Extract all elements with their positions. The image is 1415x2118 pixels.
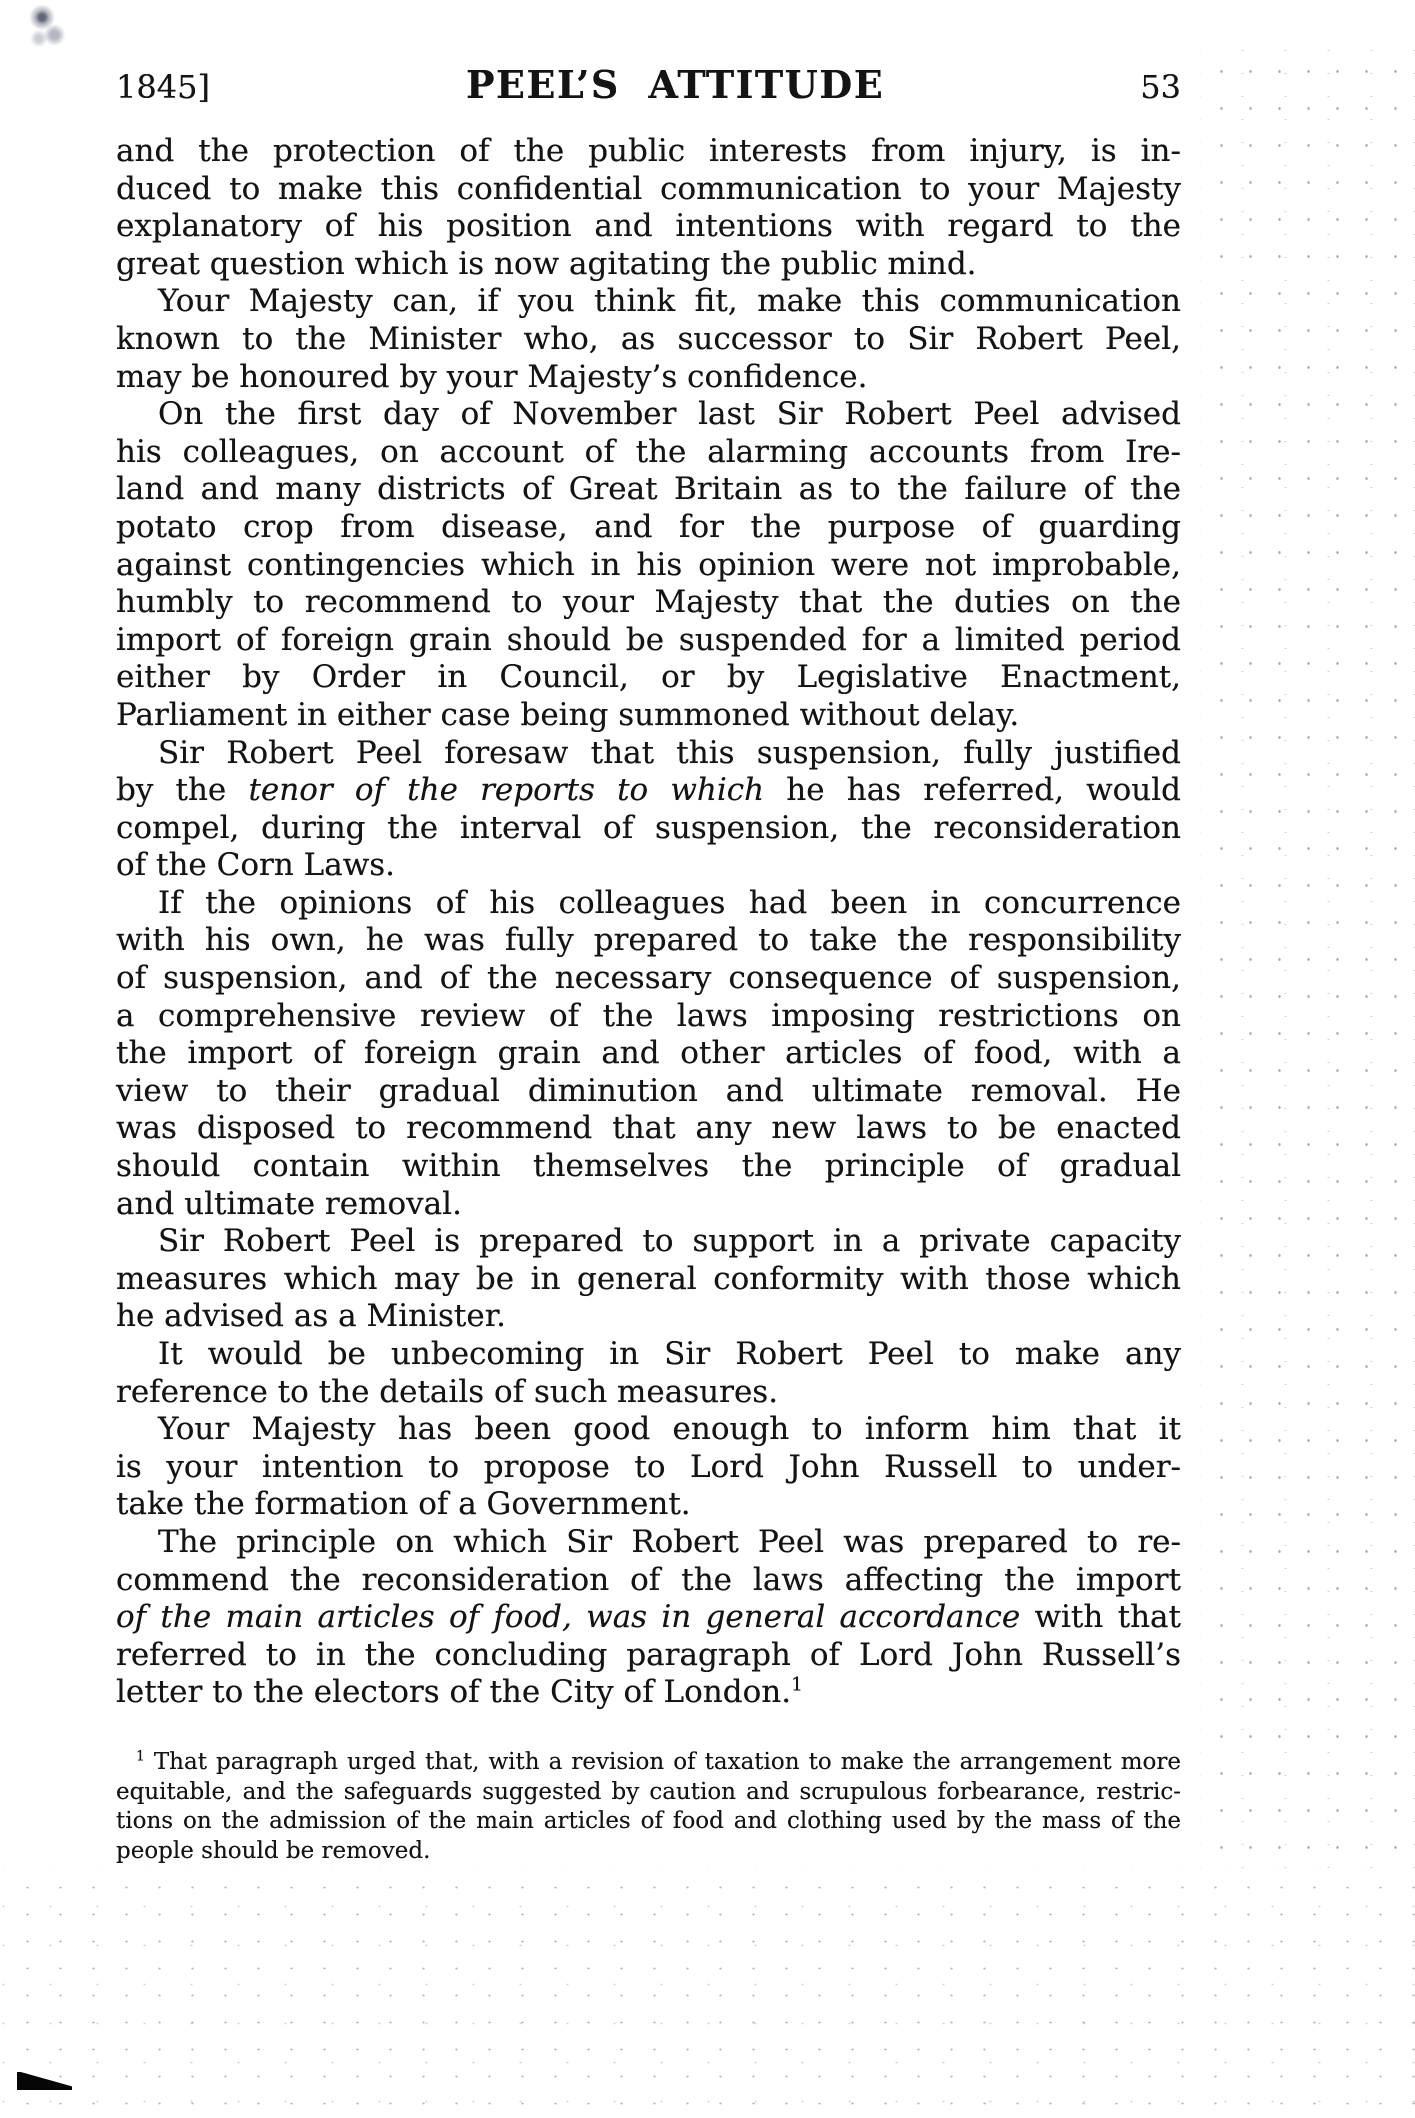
text-line: On the first day of November last Sir Robert Peel advised bbox=[158, 396, 1181, 433]
text-line: either by Order in Council, or by Legislative Enactment, bbox=[116, 659, 1181, 696]
text-line: may be honoured by your Majesty’s confidence. bbox=[116, 358, 868, 395]
text-line: his colleagues, on account of the alarming accounts from Ire- bbox=[116, 433, 1181, 470]
text-line: reference to the details of such measures. bbox=[116, 1373, 779, 1410]
text-line: Your Majesty has been good enough to inform him that it bbox=[158, 1411, 1181, 1448]
footnote-text bbox=[116, 1748, 1181, 1866]
paragraph bbox=[116, 283, 1181, 396]
text-line: Parliament in either case being summoned without delay. bbox=[116, 696, 1020, 733]
text-line: of the Corn Laws. bbox=[116, 847, 395, 884]
emphasized-text: of the main articles of food, was in general accordance bbox=[116, 1599, 1021, 1636]
text-line: should contain within themselves the principle of gradual bbox=[116, 1148, 1181, 1185]
text-line: If the opinions of his colleagues had been in concurrence bbox=[158, 884, 1181, 921]
text-line: measures which may be in general conformity with those which bbox=[116, 1260, 1181, 1297]
text-line: It would be unbecoming in Sir Robert Peel to make any bbox=[158, 1336, 1181, 1372]
paragraph bbox=[116, 396, 1181, 734]
text-line: of the main articles of food, was in general accordance with that bbox=[116, 1599, 1181, 1636]
body-text bbox=[116, 133, 1181, 1712]
paragraph bbox=[116, 735, 1181, 885]
text-line: Sir Robert Peel is prepared to support in a private capacity bbox=[158, 1223, 1181, 1260]
scan-wedge-mark-bottom-left bbox=[17, 2072, 72, 2090]
text-line: referred to in the concluding paragraph of Lord John Russell’s bbox=[116, 1636, 1181, 1673]
text-line: $^1$ That paragraph urged that, with a revision of taxation to make the arrangement more bbox=[136, 1748, 1181, 1775]
text-line: with his own, he was fully prepared to take the responsibility bbox=[116, 922, 1181, 959]
text-line: a comprehensive review of the laws imposing restrictions on bbox=[116, 997, 1181, 1034]
emphasized-text: tenor of the reports to which bbox=[248, 772, 765, 809]
text-line: and ultimate removal. bbox=[116, 1185, 462, 1222]
text-line: he advised as a Minister. bbox=[116, 1298, 506, 1335]
text-line: Your Majesty can, if you think fit, make this communication bbox=[158, 283, 1181, 320]
scan-smudge-top-left bbox=[26, 5, 72, 49]
text-line: land and many districts of Great Britain as to the failure of the bbox=[116, 471, 1181, 508]
text-line: of suspension, and of the necessary consequence of suspension, bbox=[116, 960, 1181, 997]
text-line: duced to make this confidential communication to your Majesty bbox=[116, 170, 1181, 207]
text-line: is your intention to propose to Lord John Russell to under- bbox=[116, 1448, 1181, 1485]
page-title: PEEL’S ATTITUDE bbox=[465, 62, 885, 107]
footnote-reference: 1 bbox=[136, 1748, 145, 1765]
text-line: and the protection of the public interests from injury, is in- bbox=[116, 133, 1181, 169]
text-line: view to their gradual diminution and ultimate removal. He bbox=[116, 1072, 1181, 1109]
year-label: 1845] bbox=[116, 68, 210, 106]
text-line: import of foreign grain should be suspended for a limited period bbox=[116, 621, 1181, 658]
text-line: people should be removed. bbox=[116, 1837, 431, 1864]
text-line: letter to the electors of the City of London.$^1$ bbox=[116, 1674, 803, 1711]
text-line: equitable, and the safeguards suggested by caution and scrupulous forbearance, restric- bbox=[116, 1778, 1181, 1805]
paragraph bbox=[116, 1411, 1181, 1524]
text-line: Sir Robert Peel foresaw that this suspension, fully justified bbox=[158, 734, 1181, 771]
text-line: humbly to recommend to your Majesty that the duties on the bbox=[116, 584, 1181, 621]
text-line: great question which is now agitating the public mind. bbox=[116, 245, 977, 282]
running-head bbox=[116, 62, 1181, 107]
text-line: The principle on which Sir Robert Peel was prepared to re- bbox=[158, 1523, 1181, 1560]
footnote-reference: 1 bbox=[791, 1675, 803, 1697]
text-line: tions on the admission of the main articles of food and clothing used by the mass of the bbox=[116, 1808, 1181, 1834]
page-number: 53 bbox=[1140, 68, 1181, 106]
paragraph bbox=[116, 133, 1181, 283]
text-line: the import of foreign grain and other articles of food, with a bbox=[116, 1035, 1181, 1072]
scan-noise-bottom bbox=[0, 1868, 1415, 2118]
paragraph bbox=[116, 1524, 1181, 1712]
text-line: explanatory of his position and intentions with regard to the bbox=[116, 208, 1181, 245]
text-line: take the formation of a Government. bbox=[116, 1486, 691, 1523]
text-line: known to the Minister who, as successor to Sir Robert Peel, bbox=[116, 320, 1181, 357]
paragraph bbox=[116, 1223, 1181, 1336]
text-line: by the tenor of the reports to which he has referred, would bbox=[116, 772, 1182, 809]
text-line: against contingencies which in his opinion were not improbable, bbox=[116, 546, 1181, 583]
text-line: potato crop from disease, and for the purpose of guarding bbox=[116, 508, 1181, 545]
text-line: compel, during the interval of suspension, the reconsideration bbox=[116, 809, 1181, 846]
paragraph bbox=[116, 885, 1181, 1223]
text-line: was disposed to recommend that any new laws to be enacted bbox=[116, 1110, 1181, 1147]
text-line: commend the reconsideration of the laws affecting the import bbox=[116, 1561, 1181, 1598]
paragraph bbox=[116, 1336, 1181, 1411]
scan-noise-right-margin bbox=[1200, 50, 1415, 1880]
